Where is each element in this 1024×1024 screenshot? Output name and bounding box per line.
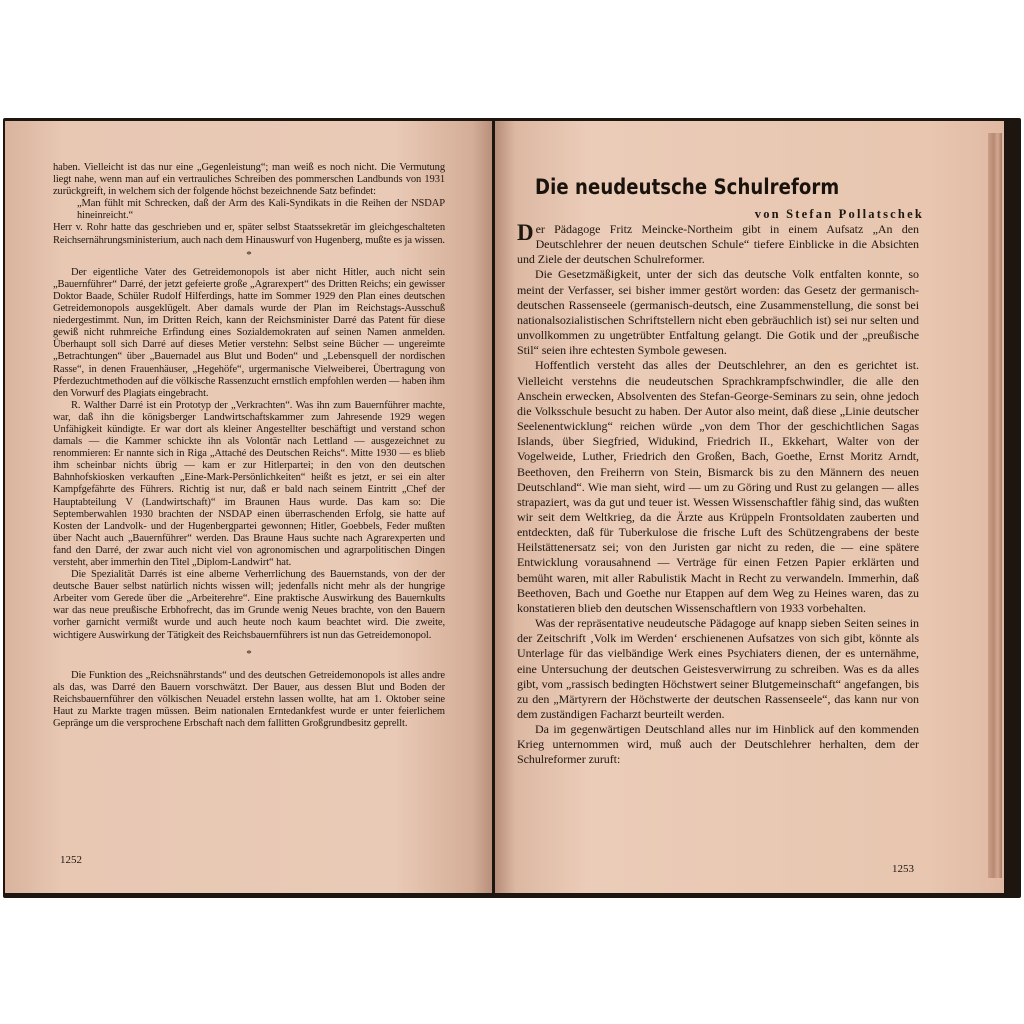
opening-paragraph bbox=[517, 222, 919, 267]
paragraph: Da im gegenwärtigen Deutschland alles nur im Hinblick auf den kommenden Krieg unternommen wird, muß auch der Deutschlehrer herhalten, dem der Schulreformer zuruft: bbox=[517, 722, 919, 767]
paragraph: Die Spezialität Darrés ist eine alberne Verherrlichung des Bauernstands, von der der deutsche Bauer selbst natürlich nichts wissen will; jedenfalls nicht mehr als der hungrige Arbeiter vom Gerede über die „Arbeiterehre“. Eine praktische Auswirkung des Bauernkults war das neue preußische Erbhofrecht, das im Grunde wenig Neues brachte, von den Bauern vorher garnicht vermißt wurde und auch heute noch kaum beachtet wird. Die zweite, wichtigere Auswirkung der Tätigkeit des Reichsbauernführers ist nun das Getreidemonopol. bbox=[53, 569, 445, 641]
drop-cap: D bbox=[517, 220, 534, 245]
paragraph: Was der repräsentative neudeutsche Pädagoge auf knapp sieben Seiten seines in der Zeitschrift ‚Volk im Werden‘ erschienenen Aufsatzes von sich gibt, könnte als Unterlage für das vielbändige Werk eines Psychiaters dienen, der es unternähme, eine Untersuchung der deutschen Geistesverwirrung zu schreiben. Was es da alles gibt, vom „rassisch bedingten Höchstwert seiner Blutgemeinschaft“ angefangen, bis zu den „Märtyrern der Höchstwerte der deutschen Rassenseele“, das kann nur von dem zuständigen Facharzt beurteilt werden. bbox=[517, 616, 919, 721]
paragraph: Hoffentlich versteht das alles der Deutschlehrer, an den es gerichtet ist. Vielleicht verstehns die neudeutschen Sprachkrampfschwindler, die alle den Anschein erwecken, Absolventen des Stefan-George-Seminars zu sein, ohne jedoch die Volksschule besucht zu haben. Der Autor also meint, daß diese „Linie deutscher Seelenentwicklung“ reichen würde „von dem Thor der geschichtlichen Sagas Islands, über Siegfried, Widukind, Friedrich II., Ekkehart, Walter von der Vogelweide, Luther, Friedrich den Großen, Bach, Goethe, Ernst Moritz Arndt, Beethoven, den Freiherrn von Stein, Bismarck bis zu den Männern des neuen Deutschland“. Wie man sieht, wird — um zu Göring und Rust zu gelangen — alles strapaziert, was da gut und teuer ist. Wessen Wissenschaftler fähig sind, das wußten wir seit dem Weltkrieg, da die Ärzte aus Krüppeln Frontsoldaten zauberten und entdeckten, daß für Tuberkulose die frische Luft des Schützengrabens der beste Heilstättenersatz sei; von den Juristen gar nicht zu reden, die — eine spätere Entwicklung vorausahnend — Verträge für einen Fetzen Papier erklärten und bemüht waren, mit aller Rabulistik Macht in Recht zu verwandeln. Immerhin, daß Beethoven, Bach und Goethe nur Etappen auf dem Weg zu Heines waren, das zu konstatieren blieb den deutschen Wissenschaftlern von 1933 vorbehalten. bbox=[517, 358, 919, 615]
right-page-text bbox=[517, 222, 919, 768]
section-separator: * bbox=[246, 647, 252, 660]
paragraph: Der eigentliche Vater des Getreidemonopols ist aber nicht Hitler, auch nicht sein „Bauernführer“ Darré, der jetzt gefeierte große „Agrarexpert“ des Dritten Reichs; ein gewisser Doktor Baade, Schüler Rudolf Hilferdings, hatte im Sommer 1929 den Plan eines deutschen Getreidemonopols ausgeklügelt. Aber damals wurde der Plan im Reichstags-Ausschuß niedergestimmt. Nun, im Dritten Reich, kann der Reichsminister Darré das Patent für diese gewiß nicht ruhmreiche Erfindung eines Sozialdemokraten auf seinen Namen anmelden. Überhaupt soll sich Darré auf dieses Metier verstehn: Selbst seine Bücher — ungereimte „Betrachtungen“ über „Bauernadel aus Blut und Boden“ und „Lebensquell der nordischen Rasse“, in denen Frauenhäuser, „Hegehöfe“, urgermanische Vielweiberei, Übertragung von Pferdezuchtmethoden auf die völkische Rassenzucht ernstlich empfohlen werden — haben ihm den Vorwurf des Plagiats eingebracht. bbox=[53, 266, 445, 399]
paragraph: R. Walther Darré ist ein Prototyp der „Verkrachten“. Was ihn zum Bauernführer machte, war, daß ihn die königsberger Landwirtschaftskammer zum Jahresende 1929 wegen Unfähigkeit kündigte. Er war dort als kleiner Angestellter beschäftigt und verstand schon damals — die Kammer schickte ihn als Volontär nach Lettland — ausgezeichnet zu renommieren: Er nannte sich in Riga „Attaché des Deutschen Reichs“. Mitte 1930 — es blieb ihm scheinbar nichts übrig — kam er zur Hitlerpartei; in den von den deutschen Bahnhofskiosken verkauften „Eine-Mark-Persönlichkeiten“ heißt es jetzt, er sei ein alter Kampfgefährte des Führers. Richtig ist nur, daß er bald nach seinem Eintritt „Chef der Hauptabteilung V (Landwirtschaft)“ im Braunen Haus wurde. Das kam so: Die Septemberwahlen 1930 brachten der NSDAP einen überraschenden Erfolg, sie hatte auf Kosten der Landvolk- und der Hugenbergpartei gewonnen; Hitler, Goebbels, Feder mußten über Nacht auch „Bauernführer“ werden. Das Braune Haus suchte nach Agrarexperten und fand den Darré, der zwar auch nicht viel von agronomischen und agrarpolitischen Dingen versteht, aber immerhin den Titel „Diplom-Landwirt“ hat. bbox=[53, 399, 445, 568]
quotation: „Man fühlt mit Schrecken, daß der Arm des Kali-Syndikats in die Reihen der NSDAP hineinreicht.“ bbox=[77, 198, 445, 222]
paragraph: haben. Vielleicht ist das nur eine „Gegenleistung“; man weiß es noch nicht. Die Vermutung liegt nahe, wenn man auf ein vertrauliches Schreiben des pommerschen Landbunds von 1931 zurückgreift, in welchem sich der folgende höchst bezeichnende Satz befindet: bbox=[53, 162, 445, 198]
article-title: Die neudeutsche Schulreform bbox=[535, 175, 840, 199]
left-page bbox=[5, 121, 492, 893]
left-page-text bbox=[53, 162, 445, 730]
paragraph: Herr v. Rohr hatte das geschrieben und er, später selbst Staatssekretär im gleichgeschalteten Reichsernährungsministerium, auch nach dem Hinauswurf von Hugenberg, mußte es ja wissen. bbox=[53, 222, 445, 246]
opening-text: er Pädagoge Fritz Meincke-Northeim gibt in einem Aufsatz „An den Deutschlehrer der neuen deutschen Schule“ tiefere Einblicke in die Absichten und Ziele der deutschen Schulreformer. bbox=[517, 222, 919, 267]
paragraph: Die Gesetzmäßigkeit, unter der sich das deutsche Volk entfalten konnte, so meint der Verfasser, sei bisher immer gestört worden: das Gesetz der germanisch-deutschen Rassenseele (germanisch-deutsch, eine Zusammenstellung, die sonst bei nationalsozialistischen Schriftstellern nicht eben gebräuchlich ist) sei nur selten und unvollkommen zu ungetrübter Entfaltung gelangt. Die Gotik und der „preußische Stil“ seien ihre echtesten Symbole gewesen. bbox=[517, 267, 919, 358]
open-book-spread bbox=[3, 118, 1021, 898]
section-separator: * bbox=[246, 248, 252, 261]
page-number: 1252 bbox=[60, 854, 82, 866]
page-edge bbox=[988, 133, 1002, 878]
article-author: von Stefan Pollatschek bbox=[754, 207, 924, 221]
paragraph: Die Funktion des „Reichsnährstands“ und des deutschen Getreidemonopols ist alles andre als das, was Darré den Bauern vorschwätzt. Der Bauer, aus dessen Blut und Boden der Reichsbauernführer den völkischen Neuadel erstehn lassen wollte, hat am 1. Oktober seine Haut zu Markte tragen müssen. Beim nationalen Erntedankfest wurde er unter feierlichem Gepränge um die versprochene Erbschaft nach dem fallitten Großgrundbesitz geprellt. bbox=[53, 669, 445, 730]
page-number: 1253 bbox=[892, 863, 914, 875]
right-page bbox=[495, 121, 1004, 893]
